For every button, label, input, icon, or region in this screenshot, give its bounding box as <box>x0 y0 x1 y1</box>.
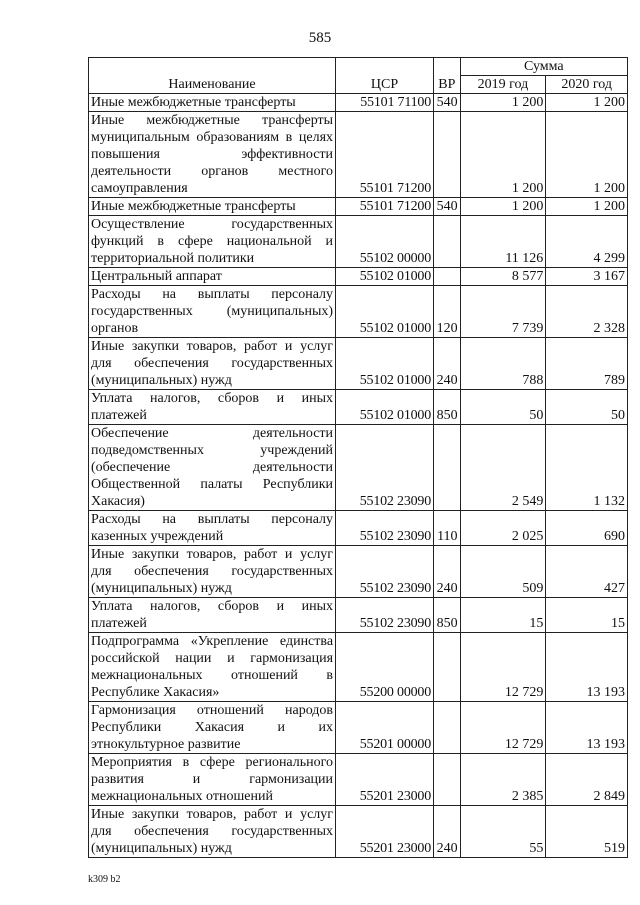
table-row <box>89 806 628 858</box>
cell-2020: 13 193 <box>546 702 628 754</box>
cell-2019: 1 200 <box>460 198 546 216</box>
cell-vr: 540 <box>434 94 461 112</box>
cell-name: Мероприятия в сфере регионального развития и гармонизации межнациональных отношений <box>89 754 336 806</box>
cell-name: Центральный аппарат <box>89 268 336 286</box>
cell-2020: 2 328 <box>546 286 628 338</box>
cell-2019: 2 025 <box>460 511 546 546</box>
cell-name: Иные закупки товаров, работ и услуг для обеспечения государственных (муниципальных) нужд <box>89 546 336 598</box>
table-row <box>89 338 628 390</box>
cell-2020: 1 200 <box>546 112 628 198</box>
table-row <box>89 546 628 598</box>
cell-vr: 850 <box>434 390 461 425</box>
cell-2020: 50 <box>546 390 628 425</box>
cell-2019: 12 729 <box>460 633 546 702</box>
cell-name: Иные межбюджетные трансферты <box>89 94 336 112</box>
cell-2019: 2 385 <box>460 754 546 806</box>
cell-vr: 240 <box>434 546 461 598</box>
table-row <box>89 511 628 546</box>
cell-csr: 55101 71200 <box>336 198 434 216</box>
cell-2019: 15 <box>460 598 546 633</box>
cell-name: Иные закупки товаров, работ и услуг для обеспечения государственных (муниципальных) нужд <box>89 806 336 858</box>
cell-2020: 1 200 <box>546 198 628 216</box>
table-body <box>89 94 628 858</box>
cell-2019: 8 577 <box>460 268 546 286</box>
table-row <box>89 754 628 806</box>
cell-csr: 55102 01000 <box>336 286 434 338</box>
header-year-2020: 2020 год <box>546 76 628 94</box>
header-name: Наименование <box>89 58 336 94</box>
table-row <box>89 198 628 216</box>
cell-vr <box>434 702 461 754</box>
cell-name: Уплата налогов, сборов и иных платежей <box>89 390 336 425</box>
cell-csr: 55101 71100 <box>336 94 434 112</box>
cell-vr <box>434 425 461 511</box>
cell-name: Подпрограмма «Укрепление единства российской нации и гармонизация межнациональных отношений в Республике Хакасия» <box>89 633 336 702</box>
cell-2020: 2 849 <box>546 754 628 806</box>
cell-2019: 788 <box>460 338 546 390</box>
cell-2020: 690 <box>546 511 628 546</box>
header-year-2019: 2019 год <box>460 76 546 94</box>
cell-csr: 55102 01000 <box>336 338 434 390</box>
cell-csr: 55102 23090 <box>336 598 434 633</box>
cell-vr: 120 <box>434 286 461 338</box>
table-row <box>89 216 628 268</box>
cell-csr: 55102 00000 <box>336 216 434 268</box>
cell-name: Осуществление государственных функций в сфере национальной и территориальной политики <box>89 216 336 268</box>
cell-csr: 55102 23090 <box>336 546 434 598</box>
cell-2020: 15 <box>546 598 628 633</box>
table-row <box>89 268 628 286</box>
table-row <box>89 390 628 425</box>
cell-csr: 55200 00000 <box>336 633 434 702</box>
table-row <box>89 598 628 633</box>
cell-vr <box>434 633 461 702</box>
cell-csr: 55102 23090 <box>336 511 434 546</box>
footer-code: k309 b2 <box>88 874 121 885</box>
cell-2020: 4 299 <box>546 216 628 268</box>
cell-2019: 55 <box>460 806 546 858</box>
cell-2020: 1 200 <box>546 94 628 112</box>
cell-csr: 55102 01000 <box>336 390 434 425</box>
cell-vr <box>434 268 461 286</box>
cell-vr <box>434 216 461 268</box>
cell-name: Иные закупки товаров, работ и услуг для обеспечения государственных (муниципальных) нужд <box>89 338 336 390</box>
cell-2020: 789 <box>546 338 628 390</box>
cell-2019: 1 200 <box>460 94 546 112</box>
cell-name: Гармонизация отношений народов Республики Хакасия и их этнокультурное развитие <box>89 702 336 754</box>
cell-csr: 55102 23090 <box>336 425 434 511</box>
table-row <box>89 633 628 702</box>
cell-2019: 509 <box>460 546 546 598</box>
table-row <box>89 702 628 754</box>
cell-name: Иные межбюджетные трансферты <box>89 198 336 216</box>
cell-vr: 850 <box>434 598 461 633</box>
budget-table <box>88 57 628 858</box>
cell-vr <box>434 112 461 198</box>
table-row <box>89 94 628 112</box>
cell-2019: 50 <box>460 390 546 425</box>
cell-2019: 7 739 <box>460 286 546 338</box>
cell-name: Обеспечение деятельности подведомственных учреждений (обеспечение деятельности Общественной палаты Республики Хакасия) <box>89 425 336 511</box>
cell-vr: 240 <box>434 806 461 858</box>
cell-name: Уплата налогов, сборов и иных платежей <box>89 598 336 633</box>
header-csr: ЦСР <box>336 58 434 94</box>
table-header <box>89 58 628 94</box>
cell-2020: 13 193 <box>546 633 628 702</box>
cell-vr: 240 <box>434 338 461 390</box>
cell-vr <box>434 754 461 806</box>
cell-2019: 2 549 <box>460 425 546 511</box>
cell-name: Иные межбюджетные трансферты муниципальным образованиям в целях повышения эффективности деятельности органов местного самоуправления <box>89 112 336 198</box>
cell-2020: 1 132 <box>546 425 628 511</box>
cell-name: Расходы на выплаты персоналу казенных учреждений <box>89 511 336 546</box>
cell-2019: 1 200 <box>460 112 546 198</box>
table-row <box>89 112 628 198</box>
cell-csr: 55201 00000 <box>336 702 434 754</box>
page-number: 585 <box>308 30 332 46</box>
cell-csr: 55201 23000 <box>336 754 434 806</box>
cell-vr: 110 <box>434 511 461 546</box>
header-sum: Сумма <box>460 58 627 76</box>
cell-csr: 55102 01000 <box>336 268 434 286</box>
cell-csr: 55201 23000 <box>336 806 434 858</box>
header-vr: ВР <box>434 58 461 94</box>
cell-vr: 540 <box>434 198 461 216</box>
cell-csr: 55101 71200 <box>336 112 434 198</box>
cell-2020: 519 <box>546 806 628 858</box>
cell-2019: 11 126 <box>460 216 546 268</box>
cell-2020: 427 <box>546 546 628 598</box>
table-row <box>89 286 628 338</box>
cell-2020: 3 167 <box>546 268 628 286</box>
cell-2019: 12 729 <box>460 702 546 754</box>
cell-name: Расходы на выплаты персоналу государственных (муниципальных) органов <box>89 286 336 338</box>
table-row <box>89 425 628 511</box>
